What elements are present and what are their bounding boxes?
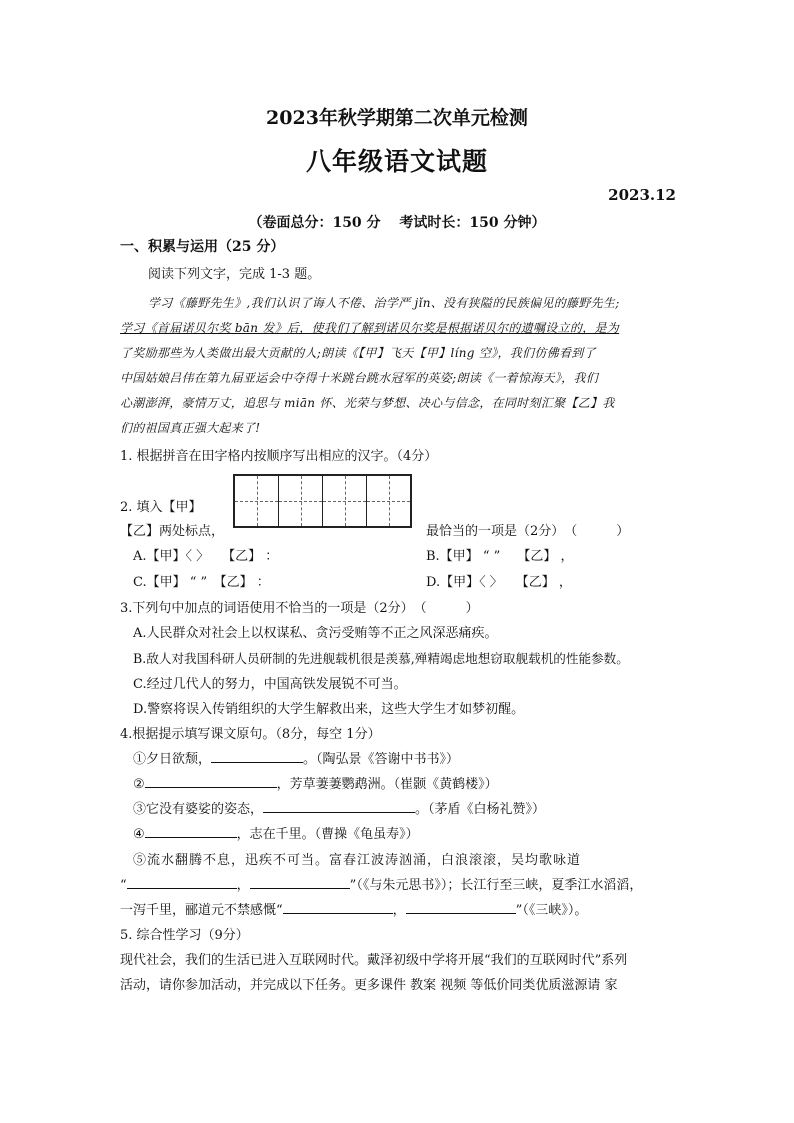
fill-text: ， xyxy=(392,903,406,918)
grid-cell[interactable] xyxy=(323,476,367,526)
passage-line: 心潮澎湃，豪情万丈，追思与 miān 怀、光荣与梦想、决心与信念，在同时刻汇聚【乙】我 xyxy=(120,396,615,410)
passage-line: 了奖励那些为人类做出最大贡献的人;朗读《【甲】飞天【甲】líng 空》，我们仿佛看到了 xyxy=(120,346,596,360)
fill-text: ”（《与朱元思书》）；长江行至三峡，夏季江水滔滔， xyxy=(349,878,643,893)
answer-blank[interactable] xyxy=(250,874,350,889)
question-2-line1: 2. 填入【甲】 xyxy=(120,500,202,515)
question-3: 3.下列句中加点的词语使用不恰当的一项是（2分） （ ） xyxy=(120,601,479,616)
fill-item-5-line3 xyxy=(120,899,587,918)
question-5: 5. 综合性学习（9分） xyxy=(120,928,249,943)
question-4: 4.根据提示填写课文原句。（8分，每空 1分） xyxy=(120,727,381,742)
fill-text: 一泻千里，郦道元不禁感慨“ xyxy=(120,903,283,918)
passage-line: 们的祖国真正强大起来了! xyxy=(120,421,261,435)
option-c: C.经过几代人的努力，中国高铁发展锐不可当。 xyxy=(133,677,407,692)
option-d: D.警察将误入传销组织的大学生解救出来，这些大学生才如梦初醒。 xyxy=(133,702,525,717)
option-b: B.敌人对我国科研人员研制的先进舰载机很是羡慕,殚精竭虑地想窃取舰载机的性能参数。 xyxy=(133,651,629,666)
option-a: A.【甲】〈 〉 【乙】 ： xyxy=(133,549,279,564)
fill-text: ② xyxy=(133,777,145,792)
grid-cell[interactable] xyxy=(367,476,410,526)
fill-item-3 xyxy=(133,798,545,817)
question-2-tail: 最恰当的一项是（2分） （ ） xyxy=(426,524,630,539)
fill-text: ③它没有婆娑的姿态， xyxy=(133,802,264,817)
answer-blank[interactable] xyxy=(127,874,237,889)
passage-line: 学习《首届诺贝尔奖 bān 发》后，使我们了解到诺贝尔奖是根据诺贝尔的遗嘱设立的，是为 xyxy=(120,321,620,335)
fill-text: ， xyxy=(236,878,250,893)
section-heading: 一、积累与运用（25 分） xyxy=(120,239,285,255)
fill-item-5-line2 xyxy=(120,874,642,893)
fill-text: ”（《三峡》）。 xyxy=(515,903,588,918)
fill-item-2 xyxy=(133,773,498,792)
answer-blank[interactable] xyxy=(145,773,277,788)
fill-item-4 xyxy=(133,823,419,842)
answer-blank[interactable] xyxy=(145,823,237,838)
answer-blank[interactable] xyxy=(406,899,516,914)
fill-text: ①夕日欲颓， xyxy=(133,752,212,767)
fill-text: ④ xyxy=(133,827,145,842)
fill-text: 。（陶弘景《答谢中书书》） xyxy=(303,752,460,767)
fill-text: ，志在千里。（曹操《龟虽寿》） xyxy=(236,827,419,842)
fill-text: 。（茅盾《白杨礼赞》） xyxy=(415,802,546,817)
grid-cell[interactable] xyxy=(235,476,279,526)
option-b: B.【甲】 “ ” 【乙】 ， xyxy=(426,549,574,564)
fill-text: ，芳草萋萋鹦鹉洲。（崔颢《黄鹤楼》） xyxy=(276,777,498,792)
exam-subtitle: 2023年秋学期第二次单元检测 xyxy=(266,107,528,129)
answer-blank[interactable] xyxy=(263,798,415,813)
exam-title: 八年级语文试题 xyxy=(305,147,488,176)
passage-line: 学习《藤野先生》,我们认识了诲人不倦、治学严 jǐn、没有狭隘的民族偏见的藤野先生; xyxy=(148,296,620,310)
fill-item-5: ⑤流水翻腾不息，迅疾不可当。富春江波涛汹涌，白浪滚滚，吴均歌咏道 xyxy=(133,853,582,868)
option-c: C.【甲】 “ ” 【乙】 ： xyxy=(133,575,270,590)
grid-cell[interactable] xyxy=(279,476,323,526)
question-5-text: 现代社会，我们的生活已进入互联网时代。戴泽初级中学将开展“我们的互联网时代”系列 xyxy=(120,953,628,968)
option-d: D.【甲】〈 〉 【乙】 ， xyxy=(426,575,572,590)
passage-line: 中国姑娘吕伟在第九届亚运会中夺得十米跳台跳水冠军的英姿;朗读《一着惊海天》，我们 xyxy=(120,371,599,385)
tianzige-grid[interactable] xyxy=(233,474,412,528)
fill-item-1 xyxy=(133,748,459,767)
answer-blank[interactable] xyxy=(283,899,393,914)
section-intro: 阅读下列文字，完成 1-3 题。 xyxy=(148,267,321,282)
question-5-text: 活动，请你参加活动，并完成以下任务。更多课件 教案 视频 等低价同类优质滋源请 家 xyxy=(120,978,618,993)
exam-info: （卷面总分：150 分 考试时长：150 分钟） xyxy=(248,215,546,231)
question-1: 1. 根据拼音在田字格内按顺序写出相应的汉字。（4分） xyxy=(120,449,438,464)
fill-text: “ xyxy=(120,878,127,893)
exam-date: 2023.12 xyxy=(608,186,676,204)
option-a: A.人民群众对社会上以权谋私、贪污受贿等不正之风深恶痛疾。 xyxy=(133,626,498,641)
answer-blank[interactable] xyxy=(211,748,303,763)
question-2-line2: 【乙】两处标点， xyxy=(120,524,225,539)
